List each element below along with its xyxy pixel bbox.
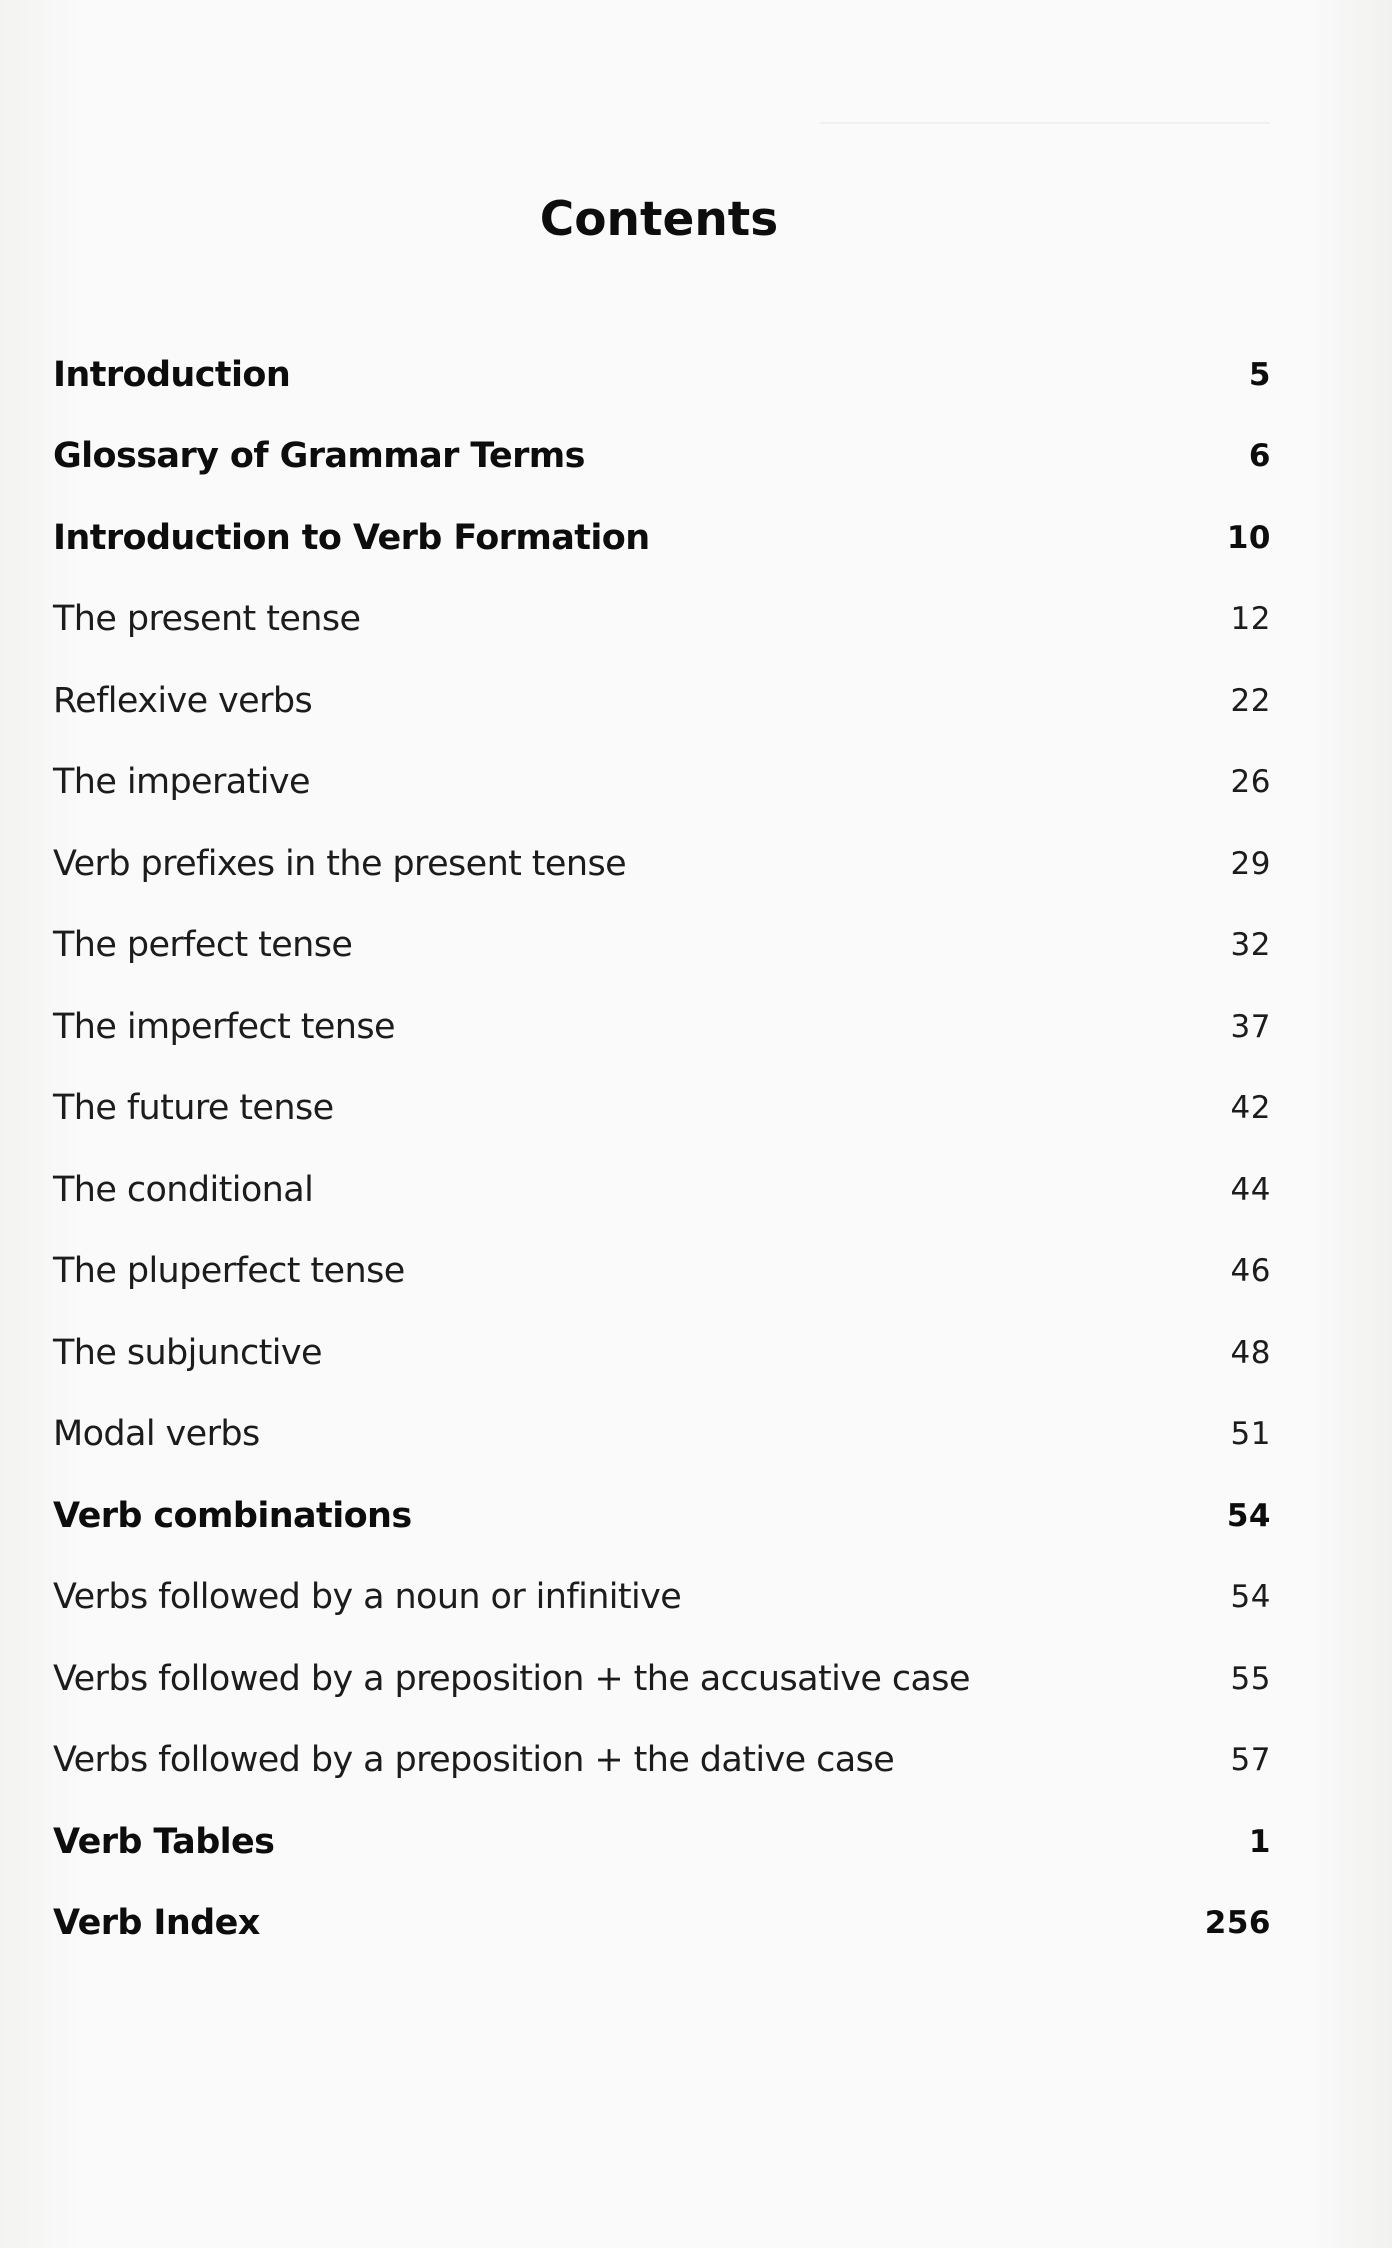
toc-entry[interactable] bbox=[53, 1231, 1271, 1313]
table-of-contents bbox=[53, 334, 1271, 1964]
toc-entry[interactable] bbox=[53, 1312, 1271, 1394]
toc-entry-label: The subjunctive bbox=[53, 1332, 322, 1373]
toc-entry-page: 37 bbox=[1230, 1008, 1271, 1045]
toc-entry-page: 10 bbox=[1226, 519, 1271, 556]
toc-entry-label: Verb Tables bbox=[53, 1821, 275, 1862]
toc-entry[interactable] bbox=[53, 1801, 1271, 1883]
toc-entry-label: The future tense bbox=[53, 1088, 334, 1129]
toc-entry-label: Introduction to Verb Formation bbox=[53, 517, 650, 558]
toc-entry-page: 22 bbox=[1230, 682, 1271, 719]
toc-entry-page: 6 bbox=[1248, 438, 1271, 475]
show-through-background bbox=[820, 50, 842, 127]
toc-entry-label: Verbs followed by a noun or infinitive bbox=[53, 1577, 682, 1618]
toc-entry-page: 32 bbox=[1230, 927, 1271, 964]
toc-entry[interactable] bbox=[53, 1557, 1271, 1639]
show-through-rule bbox=[820, 122, 1270, 124]
toc-entry-page: 55 bbox=[1230, 1660, 1271, 1697]
toc-entry-label: Glossary of Grammar Terms bbox=[53, 436, 585, 477]
toc-entry[interactable] bbox=[53, 1720, 1271, 1802]
toc-entry[interactable] bbox=[53, 416, 1271, 498]
toc-entry-label: The present tense bbox=[53, 599, 361, 640]
toc-entry[interactable] bbox=[53, 497, 1271, 579]
toc-entry-label: Introduction bbox=[53, 354, 291, 395]
toc-entry-page: 5 bbox=[1248, 356, 1271, 393]
toc-entry[interactable] bbox=[53, 742, 1271, 824]
toc-entry[interactable] bbox=[53, 1475, 1271, 1557]
toc-entry-label: The conditional bbox=[53, 1169, 314, 1210]
toc-entry-page: 51 bbox=[1230, 1416, 1271, 1453]
page-title: Contents bbox=[539, 192, 779, 247]
toc-entry-label: Verb combinations bbox=[53, 1495, 412, 1536]
toc-entry[interactable] bbox=[53, 1883, 1271, 1965]
toc-entry-page: 1 bbox=[1248, 1823, 1271, 1860]
toc-entry-page: 54 bbox=[1230, 1579, 1271, 1616]
toc-entry-label: Verb Index bbox=[53, 1903, 260, 1944]
toc-entry[interactable] bbox=[53, 1068, 1271, 1150]
toc-entry[interactable] bbox=[53, 1149, 1271, 1231]
toc-entry-page: 46 bbox=[1230, 1253, 1271, 1290]
toc-entry[interactable] bbox=[53, 334, 1271, 416]
toc-entry-page: 54 bbox=[1226, 1497, 1271, 1534]
toc-entry-label: The pluperfect tense bbox=[53, 1251, 405, 1292]
toc-entry-page: 44 bbox=[1230, 1171, 1271, 1208]
toc-entry[interactable] bbox=[53, 660, 1271, 742]
toc-entry[interactable] bbox=[53, 1638, 1271, 1720]
toc-entry-label: The imperfect tense bbox=[53, 1006, 395, 1047]
toc-entry[interactable] bbox=[53, 905, 1271, 987]
toc-entry-page: 29 bbox=[1230, 845, 1271, 882]
toc-entry[interactable] bbox=[53, 823, 1271, 905]
toc-entry[interactable] bbox=[53, 579, 1271, 661]
toc-entry-page: 256 bbox=[1204, 1905, 1271, 1942]
toc-entry[interactable] bbox=[53, 1394, 1271, 1476]
toc-entry-page: 57 bbox=[1230, 1742, 1271, 1779]
toc-entry[interactable] bbox=[53, 986, 1271, 1068]
toc-entry-page: 12 bbox=[1230, 601, 1271, 638]
toc-entry-label: Verbs followed by a preposition + the accusative case bbox=[53, 1658, 970, 1699]
toc-entry-label: The perfect tense bbox=[53, 925, 353, 966]
toc-entry-label: Verbs followed by a preposition + the dative case bbox=[53, 1740, 895, 1781]
toc-entry-label: Reflexive verbs bbox=[53, 680, 313, 721]
toc-entry-label: The imperative bbox=[53, 762, 310, 803]
toc-entry-page: 48 bbox=[1230, 1334, 1271, 1371]
toc-entry-page: 26 bbox=[1230, 764, 1271, 801]
toc-entry-page: 42 bbox=[1230, 1090, 1271, 1127]
toc-entry-label: Modal verbs bbox=[53, 1414, 260, 1455]
toc-entry-label: Verb prefixes in the present tense bbox=[53, 843, 627, 884]
